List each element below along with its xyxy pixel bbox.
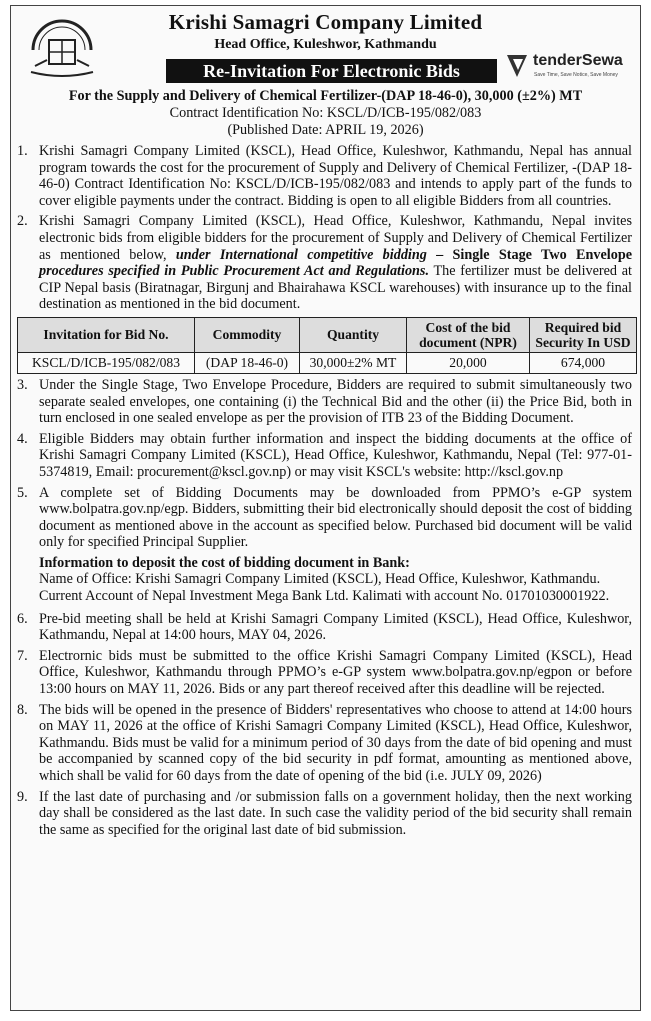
list-item: 7. Electrornic bids must be submitted to the office Krishi Samagri Company Limited (KSCL), Head Office, Kuleshwor, Kathmandu through PPMO’s e-GP system www.bolpatra.gov.np/egpon or before 13:00 hours on MAY 11, 2026. Bids or any part thereof received after this deadline will be rejected. [17,647,632,698]
company-name: Krishi Samagri Company Limited [168,10,483,34]
table-header: Required bid Security In USD [530,317,637,352]
contract-id: Contract Identification No: KSCL/D/ICB-195/082/083 [169,105,482,121]
office-address: Head Office, Kuleshwor, Kathmandu [214,37,437,52]
table-cell: 674,000 [530,352,637,373]
table-header: Commodity [195,317,300,352]
table-row [18,352,637,373]
bank-office: Name of Office: Krishi Samagri Company Limited (KSCL), Head Office, Kuleshwor, Kathmandu. [39,571,601,588]
list-item: 9. If the last date of purchasing and /or submission falls on a government holiday, then the next working day shall be considered as the last date. In such case the validity period of the bid security shall remain the same as specified for the original last date of bid submission. [17,788,632,838]
table-cell: KSCL/D/ICB-195/082/083 [18,352,195,373]
table-cell: 20,000 [407,352,530,373]
table-header-row [18,317,637,352]
bank-account: Current Account of Nepal Investment Mega Bank Ltd. Kalimati with account No. 01701030001922. [39,588,610,605]
bank-heading: Information to deposit the cost of bidding document in Bank: [39,554,410,571]
notice-banner: Re-Invitation For Electronic Bids [166,59,497,83]
tendersewa-brand: tenderSewa [533,52,623,69]
tendersewa-tagline: Save Time, Save Notice, Save Money [534,72,618,78]
bid-table [17,317,637,374]
list-item: 2. Krishi Samagri Company Limited (KSCL), Head Office, Kuleshwor, Kathmandu, Nepal invites electronic bids from eligible bidders for the procurement of Supply and Delivery of Chemical Fertilizer as mentioned below, under International competitive bidding – Single Stage Two Envelope procedures specified in Public Procurement Act and Regulations. The fertilizer must be delivered at CIP Nepal basis (Biratnagar, Birgunj and Bhairahawa KSCL warehouses) with insurance up to the final destination as mentioned in the bid document. [17,213,633,313]
list-item: 8. The bids will be opened in the presence of Bidders' representatives who choose to attend at 14:00 hours on MAY 11, 2026 at the office of Krishi Samagri Company Limited (KSCL), Head Office, Kuleshwor, Kathmandu. Bids must be valid for a minimum period of 30 days from the date of bid opening and must be accompanied by scanned copy of the bid security in pdf format, amounting as mentioned above, which shall be valid for 60 days from the date of opening of the bid (i.e. JULY 09, 2026) [17,701,632,784]
notice-subject: For the Supply and Delivery of Chemical Fertilizer-(DAP 18-46-0), 30,000 (±2%) MT [68,88,583,104]
notice-items [11,143,632,313]
notice-header [11,6,640,88]
published-date: (Published Date: APRIL 19, 2026) [227,122,424,138]
notice-items-final [11,611,632,839]
bank-info [11,555,632,605]
list-item: 5. A complete set of Bidding Documents may be downloaded from PPMO’s e-GP system www.bolpatra.gov.np/egp. Bidders, submitting their bid electronically should deposit the cost of bidding document as mentioned above in the account as specified below. Purchased bid document will be valid only for specified Principal Supplier. [17,484,632,551]
table-cell: (DAP 18-46-0) [195,352,300,373]
table-header: Invitation for Bid No. [18,317,195,352]
list-item: 4. Eligible Bidders may obtain further information and inspect the bidding documents at the office of Krishi Samagri Company Limited (KSCL), Head Office, Kuleshwor, Kathmandu, Nepal (Tel: 977-01-5374819, Email: procurement@kscl.gov.np) or may visit KSCL's website: http://kscl.gov.np [17,430,632,480]
list-item: 3. Under the Single Stage, Two Envelope Procedure, Bidders are required to submit simultaneously two separate sealed envelopes, one containing (i) the Technical Bid and the other (ii) the Price Bid, both in turn enclosed in one sealed envelope as per the provision of ITB 23 of the Bidding Document. [17,376,632,427]
table-header: Cost of the bid document (NPR) [407,317,530,352]
table-header: Quantity [300,317,407,352]
table-cell: 30,000±2% MT [300,352,407,373]
list-item: 6. Pre-bid meeting shall be held at Krishi Samagri Company Limited (KSCL), Head Office, Kuleshwor, Kathmandu, Nepal at 14:00 hours, MAY 04, 2026. [17,610,632,644]
list-item: 1. Krishi Samagri Company Limited (KSCL), Head Office, Kuleshwor, Kathmandu, Nepal has annual program towards the cost for the procurement of Supply and Delivery of Chemical Fertilizer, -(DAP 18-46-0) Contract Identification No: KSCL/D/ICB-195/082/083 and intends to apply part of the funds to cover eligible payments under the contract. Bidding is open to all eligible Bidders from all countries. [17,143,632,209]
tender-notice [10,5,641,1011]
notice-items-continued [11,377,632,551]
